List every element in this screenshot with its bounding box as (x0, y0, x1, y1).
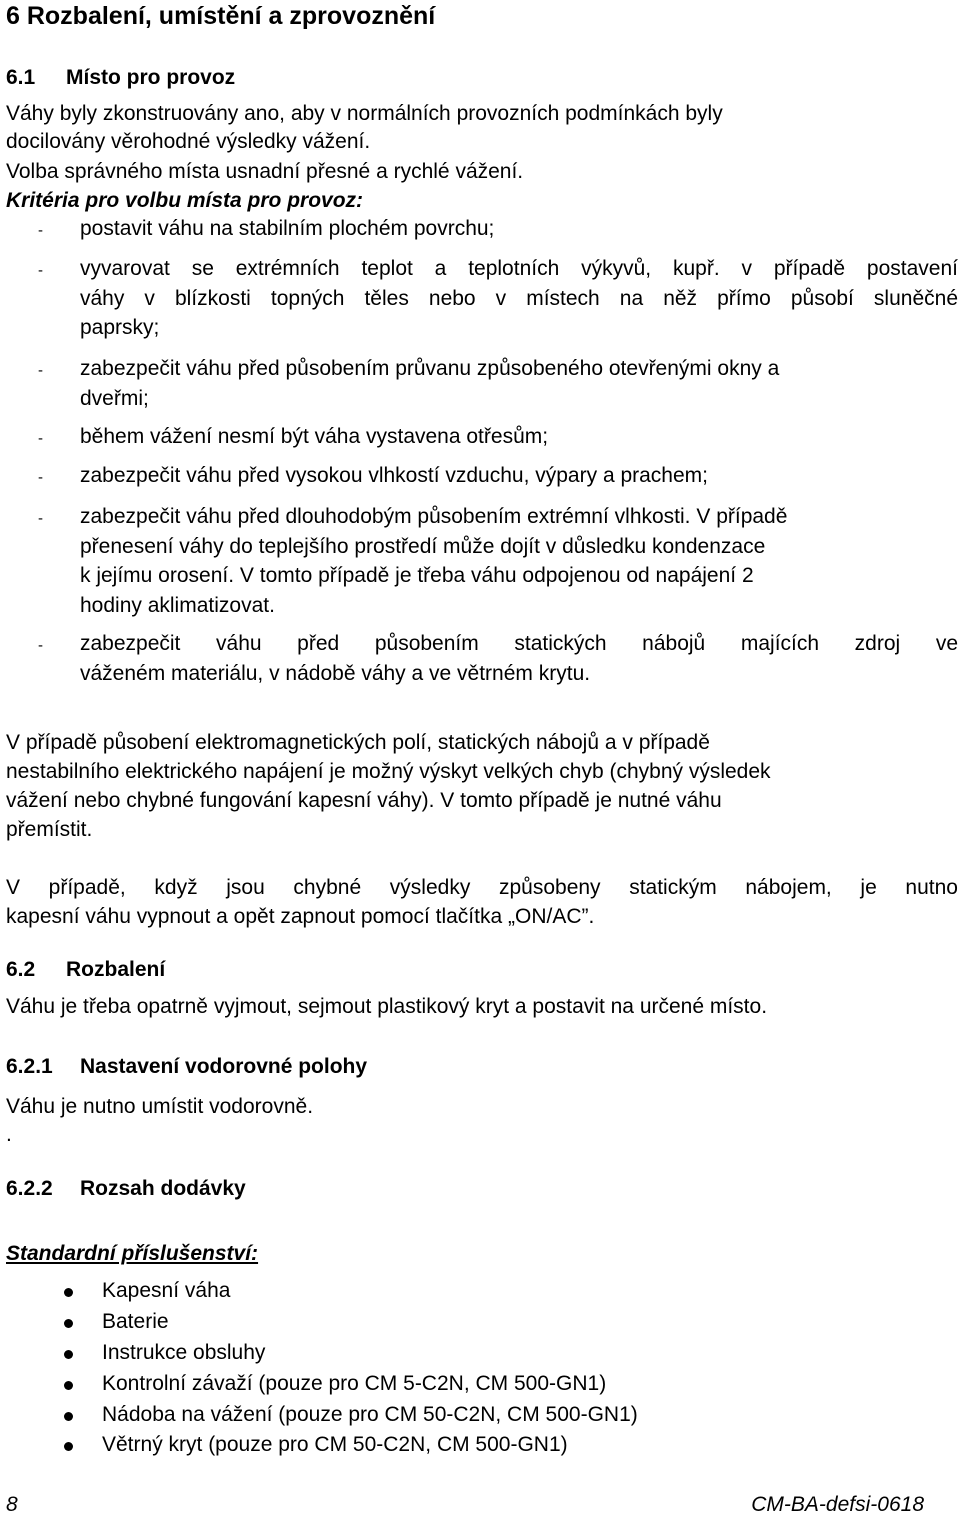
criteria-item-6-line-2: přenesení váhy do teplejšího prostředí může dojít v důsledku kondenzace (80, 534, 766, 558)
bullet-icon (64, 1319, 73, 1328)
accessory-item-4: Kontrolní závaží (pouze pro CM 5-C2N, CM 500-GN1) (102, 1372, 607, 1395)
bullet-icon (64, 1350, 73, 1359)
criteria-item-5-line: zabezpečit váhu před vysokou vlhkostí vzduchu, výpary a prachem; (80, 464, 708, 487)
bullet-icon (64, 1381, 73, 1390)
list-dash: - (38, 430, 43, 447)
section-6-2-text: Váhu je třeba opatrně vyjmout, sejmout plastikový kryt a postavit na určené místo. (6, 995, 768, 1018)
accessory-item-5: Nádoba na vážení (pouze pro CM 50-C2N, CM 500-GN1) (102, 1403, 638, 1426)
criteria-item-1 (80, 214, 958, 244)
standard-accessories-title: Standardní příslušenství: (6, 1242, 259, 1265)
list-dash: - (38, 262, 43, 279)
criteria-item-3-line-1: zabezpečit váhu před působením průvanu způsobeného otevřenými okny a (80, 357, 780, 380)
criteria-item-6-line-1: zabezpečit váhu před dlouhodobým působením extrémní vlhkosti. V případě (80, 505, 788, 528)
list-dash: - (38, 637, 43, 654)
criteria-item-7-line-2: váženém materiálu, v nádobě váhy a ve větrném krytu. (80, 661, 591, 685)
criteria-item-2 (80, 254, 958, 343)
chapter-heading: 6 Rozbalení, umístění a zprovoznění (6, 2, 436, 30)
section-6-2-1-title: Nastavení vodorovné polohy (80, 1055, 368, 1078)
footer-doc-code: CM-BA-defsi-0618 (751, 1493, 924, 1516)
section-6-2-2-number: 6.2.2 (6, 1177, 53, 1200)
criteria-item-2-line-3: paprsky; (80, 316, 160, 339)
static-paragraph-line-2: kapesní váhu vypnout a opět zapnout pomocí tlačítka „ON/AC”. (6, 905, 595, 928)
list-dash: - (38, 469, 43, 486)
em-paragraph-line-2: nestabilního elektrického napájení je možný výskyt velkých chyb (chybný výsledek (6, 760, 771, 783)
bullet-icon (64, 1442, 73, 1451)
section-6-2-1-number: 6.2.1 (6, 1055, 53, 1078)
section-6-2-number: 6.2 (6, 958, 36, 981)
bullet-icon (64, 1412, 73, 1421)
criteria-title: Kritéria pro volbu místa pro provoz: (6, 189, 364, 212)
criteria-item-6-line-4: hodiny aklimatizovat. (80, 593, 275, 617)
em-paragraph-line-3: vážení nebo chybné fungování kapesní váhy). V tomto případě je nutné váhu (6, 789, 722, 812)
criteria-item-7 (80, 629, 958, 688)
intro-line-3: Volba správného místa usnadní přesné a rychlé vážení. (6, 160, 524, 183)
section-6-2-1-text: Váhu je nutno umístit vodorovně. (6, 1095, 314, 1118)
section-6-2-title: Rozbalení (66, 958, 166, 981)
em-paragraph-line-1: V případě působení elektromagnetických polí, statických nábojů a v případě (6, 731, 710, 754)
criteria-item-7-line-1: zabezpečit váhu před působením statických nábojů majících zdroj ve (80, 632, 958, 655)
list-dash: - (38, 362, 43, 379)
accessory-item-2: Baterie (102, 1310, 169, 1333)
criteria-item-4 (80, 422, 958, 452)
criteria-item-5 (80, 461, 958, 491)
intro-line-1: Váhy byly zkonstruovány ano, aby v normálních provozních podmínkách byly (6, 102, 723, 125)
section-6-2-2-title: Rozsah dodávky (80, 1177, 246, 1200)
criteria-item-2-line-2: váhy v blízkosti topných těles nebo v místech na něž přímo působí sluněčné (80, 286, 958, 310)
list-dash: - (38, 510, 43, 527)
section-6-1-number: 6.1 (6, 66, 36, 89)
section-6-2-1-dot: . (6, 1123, 12, 1146)
bullet-icon (64, 1288, 73, 1297)
intro-line-2: docilovány věrohodné výsledky vážení. (6, 130, 371, 153)
criteria-item-6-line-3: k jejímu orosení. V tomto případě je třeba váhu odpojenou od napájení 2 (80, 564, 754, 587)
static-paragraph-line-1: V případě, když jsou chybné výsledky způsobeny statickým nábojem, je nutno (6, 876, 958, 899)
criteria-item-3-line-2: dveřmi; (80, 386, 149, 410)
accessory-item-1: Kapesní váha (102, 1279, 231, 1302)
section-6-1-title: Místo pro provoz (66, 66, 236, 89)
em-paragraph-line-4: přemístit. (6, 818, 93, 841)
criteria-item-2-line-1: vyvarovat se extrémních teplot a teplotních výkyvů, kupř. v případě postavení (80, 257, 958, 280)
criteria-item-3 (80, 354, 958, 413)
accessory-item-6: Větrný kryt (pouze pro CM 50-C2N, CM 500-GN1) (102, 1433, 568, 1456)
list-dash: - (38, 222, 43, 239)
criteria-item-1-line: postavit váhu na stabilním plochém povrchu; (80, 217, 495, 240)
accessory-item-3: Instrukce obsluhy (102, 1341, 266, 1364)
criteria-item-4-line: během vážení nesmí být váha vystavena otřesům; (80, 425, 549, 448)
footer-page-number: 8 (6, 1493, 18, 1516)
criteria-item-6 (80, 502, 958, 620)
